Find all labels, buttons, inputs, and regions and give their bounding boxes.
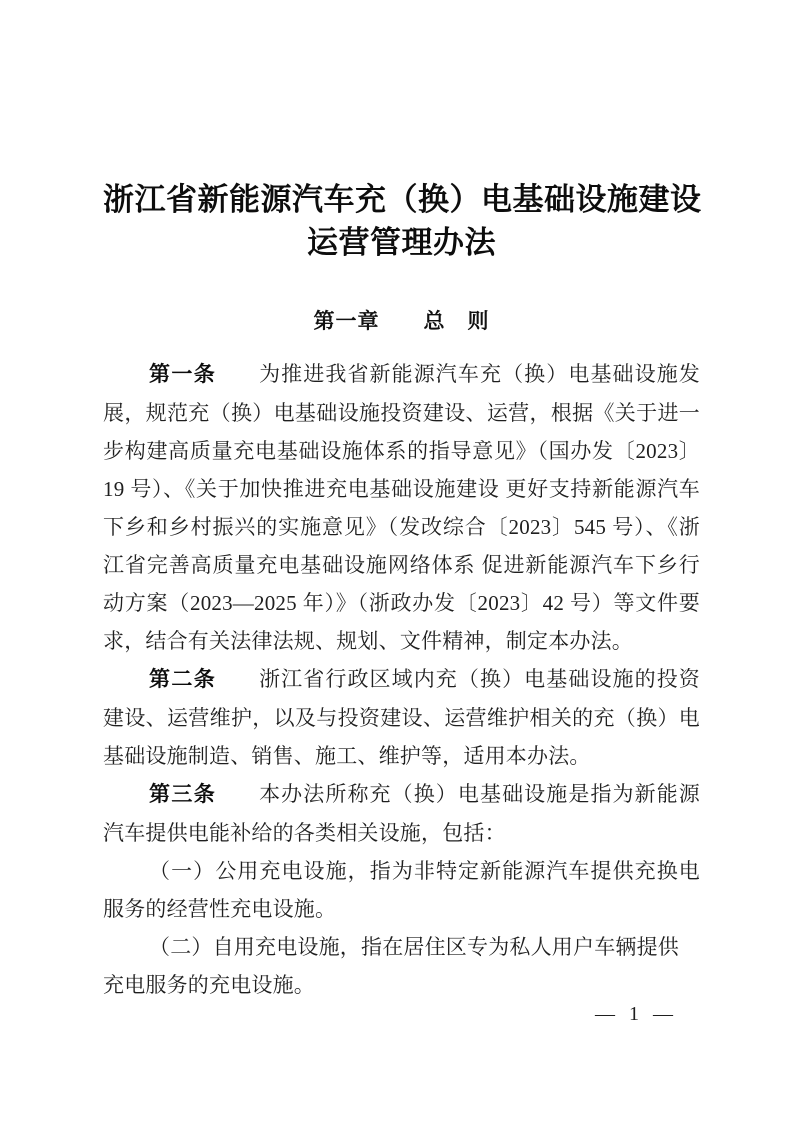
document-title: [103, 0, 700, 264]
article-text-1: 为推进我省新能源汽车充（换）电基础设施发展，规范充（换）电基础设施投资建设、运营，根据《关于进一步构建高质量充电基础设施体系的指导意见》（国办发〔2023〕19 号）、《关于加快推进充电基础设施建设 更好支持新能源汽车下乡和乡村振兴的实施意见》（发改综合〔2023〕545 号）、《浙江省完善高质量充电基础设施网络体系 促进新能源汽车下乡行动方案（2023—2025 年）》（浙政办发〔2023〕42 号）等文件要求，结合有关法律法规、规划、文件精神，制定本办法。: [103, 362, 701, 653]
article-label-1: 第一条: [149, 363, 217, 386]
article-paragraph-2: [103, 660, 700, 775]
chapter-heading: 第一章 总 则: [313, 310, 490, 333]
page-number-dash-right: —: [653, 1003, 675, 1025]
document-title-line-2: 运营管理办法: [307, 225, 496, 260]
article-label-3: 第三条: [149, 783, 217, 806]
article-paragraph-1: [103, 355, 700, 660]
document-title-line-1: 浙江省新能源汽车充（换）电基础设施建设: [103, 182, 702, 217]
article-text-2: 浙江省行政区域内充（换）电基础设施的投资建设、运营维护，以及与投资建设、运营维护相关的充（换）电基础设施制造、销售、施工、维护等，适用本办法。: [103, 667, 701, 768]
page-number-group: [113, 1000, 687, 1028]
article-paragraph-3: [103, 775, 700, 852]
list-item-2: （二）自用充电设施，指在居住区专为私人用户车辆提供充电服务的充电设施。: [103, 935, 679, 997]
article-text-3: 本办法所称充（换）电基础设施是指为新能源汽车提供电能补给的各类相关设施，包括：: [103, 782, 701, 845]
page-number-dash-left: —: [595, 1003, 617, 1025]
page-number-value: 1: [629, 1003, 641, 1025]
document-body: [103, 337, 700, 1004]
document-content: [103, 0, 700, 1004]
page-footer: [0, 1000, 800, 1028]
list-item-1: （一）公用充电设施，指为非特定新能源汽车提供充换电服务的经营性充电设施。: [103, 859, 700, 921]
article-label-2: 第二条: [149, 668, 217, 691]
